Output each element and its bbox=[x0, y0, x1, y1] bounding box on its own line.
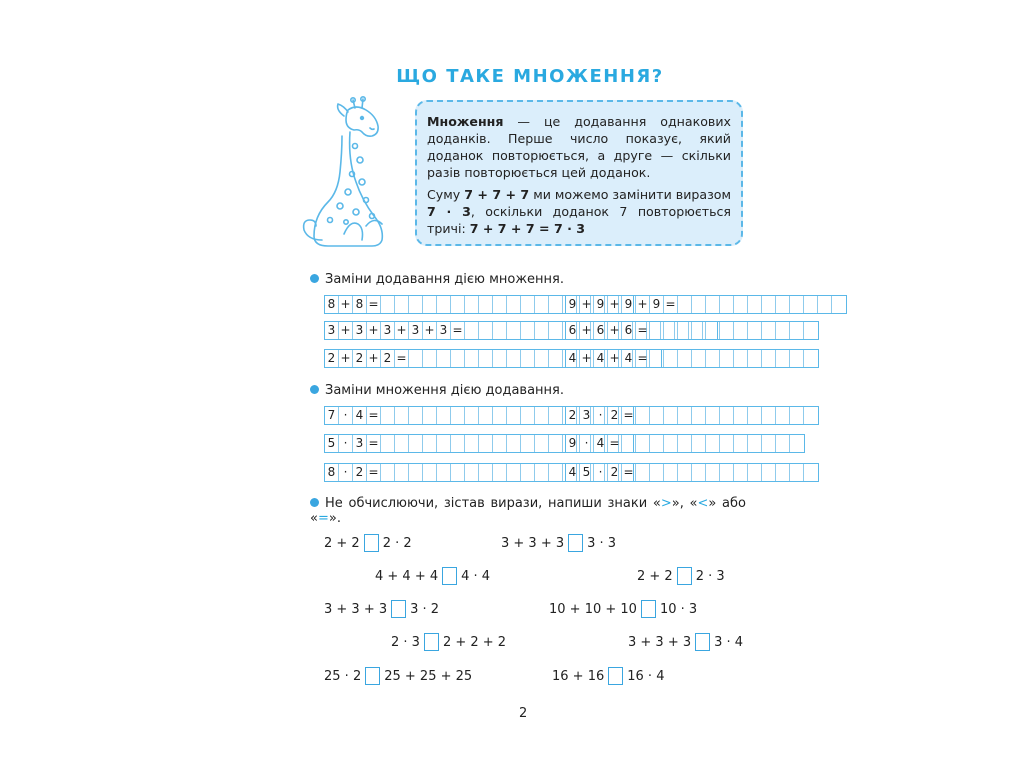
task1-instruction bbox=[310, 272, 564, 287]
grid-cell-filled: 4 bbox=[566, 350, 580, 367]
grid-cell-filled: 3 bbox=[437, 322, 451, 339]
comparison-item bbox=[552, 667, 664, 685]
grid-cell-empty[interactable] bbox=[507, 350, 521, 367]
grid-cell-empty[interactable] bbox=[776, 464, 790, 481]
grid-cell-filled: 4 bbox=[566, 464, 580, 481]
grid-cell-empty[interactable] bbox=[650, 322, 664, 339]
grid-cell-filled: = bbox=[622, 407, 636, 424]
grid-cell-empty[interactable] bbox=[437, 435, 451, 452]
grid-cell-empty[interactable] bbox=[748, 407, 762, 424]
grid-cell-empty[interactable] bbox=[507, 407, 521, 424]
grid-cell-filled: = bbox=[608, 435, 622, 452]
comparison-left: 25 · 2 bbox=[324, 668, 362, 684]
grid-cell-filled: 6 bbox=[622, 322, 636, 339]
comparison-item bbox=[324, 534, 412, 552]
grid-cell-empty[interactable] bbox=[409, 350, 423, 367]
grid-cell-empty[interactable] bbox=[535, 435, 549, 452]
grid-cell-empty[interactable] bbox=[381, 296, 395, 313]
grid-cell-filled: + bbox=[339, 322, 353, 339]
grid-cell-empty[interactable] bbox=[790, 350, 804, 367]
grid-cell-empty[interactable] bbox=[423, 407, 437, 424]
grid-cell-empty[interactable] bbox=[395, 464, 409, 481]
grid-cell-empty[interactable] bbox=[720, 407, 734, 424]
comparison-answer-box[interactable] bbox=[365, 667, 380, 685]
grid-cell-filled: 3 bbox=[409, 322, 423, 339]
grid-cell-empty[interactable] bbox=[776, 296, 790, 313]
grid-cell-empty[interactable] bbox=[437, 407, 451, 424]
grid-cell-empty[interactable] bbox=[762, 464, 776, 481]
grid-cell-filled: · bbox=[594, 407, 608, 424]
grid-cell-empty[interactable] bbox=[664, 350, 678, 367]
grid-cell-filled: 4 bbox=[622, 350, 636, 367]
comparison-answer-box[interactable] bbox=[695, 633, 710, 651]
grid-cell-filled: 7 bbox=[325, 407, 339, 424]
grid-cell-empty[interactable] bbox=[465, 296, 479, 313]
definition-term: Множення bbox=[427, 114, 504, 129]
grid-cell-empty[interactable] bbox=[423, 350, 437, 367]
grid-cell-empty[interactable] bbox=[678, 464, 692, 481]
grid-cell-empty[interactable] bbox=[650, 407, 664, 424]
task3-instruction bbox=[310, 496, 746, 526]
comparison-item bbox=[324, 667, 472, 685]
grid-cell-filled: + bbox=[608, 350, 622, 367]
definition-paragraph-2 bbox=[427, 186, 731, 237]
grid-cell-filled: = bbox=[664, 296, 678, 313]
grid-cell-filled: = bbox=[367, 407, 381, 424]
comparison-left: 2 + 2 bbox=[637, 568, 673, 584]
grid-cell-empty[interactable] bbox=[479, 435, 493, 452]
definition-expression: 7 · 3 bbox=[427, 204, 471, 219]
grid-cell-empty[interactable] bbox=[493, 407, 507, 424]
grid-cell-empty[interactable] bbox=[734, 464, 748, 481]
grid-cell-empty[interactable] bbox=[804, 407, 818, 424]
page-number: 2 bbox=[519, 706, 528, 721]
grid-cell-filled: 8 bbox=[325, 296, 339, 313]
grid-cell-filled: 2 bbox=[608, 464, 622, 481]
grid-cell-empty[interactable] bbox=[748, 296, 762, 313]
sign-lt: < bbox=[697, 496, 709, 511]
grid-cell-empty[interactable] bbox=[706, 350, 720, 367]
grid-cell-empty[interactable] bbox=[507, 435, 521, 452]
grid-cell-empty[interactable] bbox=[409, 435, 423, 452]
grid-cell-empty[interactable] bbox=[664, 322, 678, 339]
grid-cell-empty[interactable] bbox=[535, 322, 549, 339]
grid-cell-empty[interactable] bbox=[692, 407, 706, 424]
grid-cell-empty[interactable] bbox=[479, 407, 493, 424]
grid-cell-empty[interactable] bbox=[479, 322, 493, 339]
grid-cell-empty[interactable] bbox=[451, 350, 465, 367]
grid-cell-empty[interactable] bbox=[521, 322, 535, 339]
task2-instruction-text: Заміни множення дією додавання. bbox=[325, 383, 565, 398]
grid-cell-empty[interactable] bbox=[395, 407, 409, 424]
grid-cell-empty[interactable] bbox=[678, 296, 692, 313]
comparison-item bbox=[628, 633, 743, 651]
grid-cell-empty[interactable] bbox=[521, 350, 535, 367]
grid-cell-empty[interactable] bbox=[804, 296, 818, 313]
grid-cell-empty[interactable] bbox=[804, 350, 818, 367]
sign-eq: = bbox=[317, 511, 329, 526]
grid-cell-empty[interactable] bbox=[636, 407, 650, 424]
grid-cell-empty[interactable] bbox=[678, 407, 692, 424]
answer-grid[interactable] bbox=[565, 406, 819, 425]
grid-cell-empty[interactable] bbox=[692, 322, 706, 339]
grid-cell-empty[interactable] bbox=[706, 296, 720, 313]
comparison-item bbox=[549, 600, 697, 618]
definition-text: ми можемо замінити виразом bbox=[529, 187, 731, 202]
grid-cell-empty[interactable] bbox=[549, 435, 563, 452]
grid-cell-filled: 3 bbox=[325, 322, 339, 339]
grid-cell-empty[interactable] bbox=[479, 464, 493, 481]
grid-cell-empty[interactable] bbox=[734, 350, 748, 367]
grid-cell-empty[interactable] bbox=[776, 350, 790, 367]
grid-cell-empty[interactable] bbox=[720, 322, 734, 339]
comparison-item bbox=[501, 534, 616, 552]
grid-cell-filled: 5 bbox=[580, 464, 594, 481]
grid-cell-empty[interactable] bbox=[650, 464, 664, 481]
comparison-left: 16 + 16 bbox=[552, 668, 605, 684]
definition-box bbox=[415, 100, 743, 246]
task3-instruction-text: Не обчислюючи, зістав вирази, напиши знаки « bbox=[325, 496, 661, 511]
grid-cell-filled: 2 bbox=[566, 407, 580, 424]
grid-cell-empty[interactable] bbox=[409, 407, 423, 424]
grid-cell-empty[interactable] bbox=[720, 296, 734, 313]
bullet-icon bbox=[310, 385, 319, 394]
grid-cell-empty[interactable] bbox=[706, 322, 720, 339]
grid-cell-empty[interactable] bbox=[790, 296, 804, 313]
bullet-icon bbox=[310, 274, 319, 283]
grid-cell-filled: 3 bbox=[580, 407, 594, 424]
grid-cell-empty[interactable] bbox=[493, 296, 507, 313]
grid-cell-empty[interactable] bbox=[535, 296, 549, 313]
grid-cell-empty[interactable] bbox=[678, 350, 692, 367]
grid-cell-filled: 2 bbox=[608, 407, 622, 424]
comparison-right: 25 + 25 + 25 bbox=[384, 668, 473, 684]
grid-cell-filled: 4 bbox=[594, 435, 608, 452]
answer-grid[interactable] bbox=[565, 349, 819, 368]
grid-cell-empty[interactable] bbox=[451, 296, 465, 313]
comparison-item bbox=[391, 633, 506, 651]
comparison-right: 2 + 2 + 2 bbox=[442, 634, 507, 650]
grid-cell-empty[interactable] bbox=[776, 407, 790, 424]
grid-cell-filled: = bbox=[636, 322, 650, 339]
comparison-right: 16 · 4 bbox=[627, 668, 665, 684]
grid-cell-empty[interactable] bbox=[549, 296, 563, 313]
comparison-item bbox=[375, 567, 490, 585]
grid-cell-empty[interactable] bbox=[395, 296, 409, 313]
grid-cell-filled: 9 bbox=[566, 435, 580, 452]
grid-cell-empty[interactable] bbox=[465, 407, 479, 424]
grid-cell-empty[interactable] bbox=[734, 322, 748, 339]
grid-cell-empty[interactable] bbox=[437, 464, 451, 481]
answer-grid[interactable] bbox=[565, 434, 805, 453]
comparison-right: 4 · 4 bbox=[461, 568, 491, 584]
grid-cell-empty[interactable] bbox=[748, 350, 762, 367]
grid-cell-empty[interactable] bbox=[650, 435, 664, 452]
grid-cell-empty[interactable] bbox=[479, 296, 493, 313]
grid-cell-empty[interactable] bbox=[762, 407, 776, 424]
comparison-left: 4 + 4 + 4 bbox=[375, 568, 439, 584]
definition-text: — це додавання однакових доданків. Перше число показує, який доданок повторюється, а друге — скільки разів повторюється цей доданок. bbox=[427, 114, 731, 180]
grid-cell-filled: 3 bbox=[353, 435, 367, 452]
grid-cell-empty[interactable] bbox=[493, 350, 507, 367]
grid-cell-filled: 9 bbox=[566, 296, 580, 313]
grid-cell-filled: = bbox=[367, 435, 381, 452]
comparison-answer-box[interactable] bbox=[608, 667, 623, 685]
grid-cell-empty[interactable] bbox=[451, 464, 465, 481]
grid-cell-empty[interactable] bbox=[437, 350, 451, 367]
grid-cell-filled: = bbox=[367, 296, 381, 313]
grid-cell-filled: = bbox=[636, 350, 650, 367]
comparison-left: 2 + 2 bbox=[324, 535, 360, 551]
comparison-right: 3 · 2 bbox=[410, 601, 440, 617]
grid-cell-empty[interactable] bbox=[720, 464, 734, 481]
grid-cell-empty[interactable] bbox=[762, 350, 776, 367]
grid-cell-empty[interactable] bbox=[507, 464, 521, 481]
grid-cell-empty[interactable] bbox=[748, 322, 762, 339]
grid-cell-empty[interactable] bbox=[790, 464, 804, 481]
grid-cell-filled: 9 bbox=[650, 296, 664, 313]
grid-cell-filled: 6 bbox=[566, 322, 580, 339]
grid-cell-empty[interactable] bbox=[636, 464, 650, 481]
bullet-icon bbox=[310, 498, 319, 507]
grid-cell-filled: = bbox=[395, 350, 409, 367]
grid-cell-empty[interactable] bbox=[549, 464, 563, 481]
grid-cell-empty[interactable] bbox=[818, 296, 832, 313]
grid-cell-empty[interactable] bbox=[465, 464, 479, 481]
grid-cell-empty[interactable] bbox=[762, 296, 776, 313]
grid-cell-empty[interactable] bbox=[678, 435, 692, 452]
comparison-answer-box[interactable] bbox=[391, 600, 406, 618]
grid-cell-empty[interactable] bbox=[664, 464, 678, 481]
comparison-item bbox=[637, 567, 725, 585]
grid-cell-empty[interactable] bbox=[720, 350, 734, 367]
grid-cell-filled: = bbox=[367, 464, 381, 481]
grid-cell-empty[interactable] bbox=[535, 464, 549, 481]
grid-cell-empty[interactable] bbox=[549, 322, 563, 339]
grid-cell-empty[interactable] bbox=[776, 322, 790, 339]
comparison-answer-box[interactable] bbox=[677, 567, 692, 585]
grid-cell-filled: · bbox=[339, 407, 353, 424]
grid-cell-filled: 3 bbox=[381, 322, 395, 339]
grid-cell-empty[interactable] bbox=[493, 435, 507, 452]
grid-cell-filled: · bbox=[339, 464, 353, 481]
grid-cell-empty[interactable] bbox=[790, 407, 804, 424]
grid-cell-filled: + bbox=[580, 296, 594, 313]
grid-cell-empty[interactable] bbox=[734, 296, 748, 313]
grid-cell-empty[interactable] bbox=[692, 464, 706, 481]
grid-cell-empty[interactable] bbox=[521, 296, 535, 313]
grid-cell-empty[interactable] bbox=[535, 350, 549, 367]
comparison-answer-box[interactable] bbox=[364, 534, 379, 552]
comparison-answer-box[interactable] bbox=[424, 633, 439, 651]
grid-cell-empty[interactable] bbox=[437, 296, 451, 313]
grid-cell-filled: = bbox=[622, 464, 636, 481]
grid-cell-empty[interactable] bbox=[409, 296, 423, 313]
grid-cell-empty[interactable] bbox=[650, 350, 664, 367]
grid-cell-filled: 9 bbox=[622, 296, 636, 313]
grid-cell-filled: 2 bbox=[381, 350, 395, 367]
grid-cell-empty[interactable] bbox=[535, 407, 549, 424]
grid-cell-empty[interactable] bbox=[832, 296, 846, 313]
grid-cell-filled: 6 bbox=[594, 322, 608, 339]
comparison-answer-box[interactable] bbox=[641, 600, 656, 618]
grid-cell-empty[interactable] bbox=[507, 296, 521, 313]
grid-cell-filled: + bbox=[367, 350, 381, 367]
grid-cell-empty[interactable] bbox=[678, 322, 692, 339]
grid-cell-filled: + bbox=[636, 296, 650, 313]
grid-cell-empty[interactable] bbox=[706, 407, 720, 424]
comparison-right: 10 · 3 bbox=[659, 601, 698, 617]
grid-cell-filled: + bbox=[395, 322, 409, 339]
grid-cell-empty[interactable] bbox=[465, 322, 479, 339]
grid-cell-empty[interactable] bbox=[493, 322, 507, 339]
grid-cell-empty[interactable] bbox=[423, 296, 437, 313]
grid-cell-filled: · bbox=[594, 464, 608, 481]
grid-cell-filled: + bbox=[580, 350, 594, 367]
comparison-right: 3 · 4 bbox=[714, 634, 744, 650]
grid-cell-empty[interactable] bbox=[381, 435, 395, 452]
grid-cell-filled: 8 bbox=[353, 296, 367, 313]
grid-cell-empty[interactable] bbox=[507, 322, 521, 339]
comparison-right: 3 · 3 bbox=[587, 535, 617, 551]
grid-cell-empty[interactable] bbox=[734, 407, 748, 424]
comparison-right: 2 · 3 bbox=[695, 568, 725, 584]
grid-cell-filled: 9 bbox=[594, 296, 608, 313]
grid-cell-empty[interactable] bbox=[622, 435, 636, 452]
grid-cell-filled: 2 bbox=[353, 350, 367, 367]
comparison-left: 10 + 10 + 10 bbox=[549, 601, 637, 617]
grid-cell-empty[interactable] bbox=[451, 435, 465, 452]
task2-instruction bbox=[310, 383, 564, 398]
grid-cell-empty[interactable] bbox=[395, 435, 409, 452]
grid-cell-empty[interactable] bbox=[479, 350, 493, 367]
grid-cell-filled: · bbox=[339, 435, 353, 452]
grid-cell-empty[interactable] bbox=[762, 322, 776, 339]
comparison-answer-box[interactable] bbox=[568, 534, 583, 552]
grid-cell-empty[interactable] bbox=[409, 464, 423, 481]
grid-cell-empty[interactable] bbox=[423, 435, 437, 452]
grid-cell-filled: + bbox=[580, 322, 594, 339]
grid-cell-empty[interactable] bbox=[664, 407, 678, 424]
comparison-right: 2 · 2 bbox=[382, 535, 412, 551]
grid-cell-empty[interactable] bbox=[664, 435, 678, 452]
task3-instruction-text: », « bbox=[671, 496, 698, 511]
task3-instruction-text: ». bbox=[328, 511, 341, 526]
grid-cell-empty[interactable] bbox=[493, 464, 507, 481]
grid-cell-empty[interactable] bbox=[804, 322, 818, 339]
grid-cell-empty[interactable] bbox=[734, 435, 748, 452]
answer-grid[interactable] bbox=[565, 463, 819, 482]
grid-cell-empty[interactable] bbox=[381, 464, 395, 481]
grid-cell-empty[interactable] bbox=[706, 435, 720, 452]
grid-cell-empty[interactable] bbox=[748, 435, 762, 452]
comparison-left: 3 + 3 + 3 bbox=[501, 535, 565, 551]
grid-cell-filled: + bbox=[339, 350, 353, 367]
definition-text: Суму bbox=[427, 187, 465, 202]
task1-instruction-text: Заміни додавання дією множення. bbox=[325, 272, 565, 287]
grid-cell-filled: 8 bbox=[325, 464, 339, 481]
grid-cell-empty[interactable] bbox=[748, 464, 762, 481]
comparison-left: 2 · 3 bbox=[391, 634, 420, 650]
grid-cell-empty[interactable] bbox=[521, 407, 535, 424]
grid-cell-filled: 2 bbox=[325, 350, 339, 367]
grid-cell-empty[interactable] bbox=[692, 350, 706, 367]
grid-cell-empty[interactable] bbox=[762, 435, 776, 452]
grid-cell-empty[interactable] bbox=[706, 464, 720, 481]
grid-cell-empty[interactable] bbox=[692, 296, 706, 313]
grid-cell-filled: 5 bbox=[325, 435, 339, 452]
grid-cell-empty[interactable] bbox=[549, 350, 563, 367]
grid-cell-empty[interactable] bbox=[521, 464, 535, 481]
grid-cell-empty[interactable] bbox=[804, 464, 818, 481]
comparison-left: 3 + 3 + 3 bbox=[324, 601, 388, 617]
grid-cell-empty[interactable] bbox=[451, 407, 465, 424]
answer-grid[interactable] bbox=[565, 295, 847, 314]
grid-cell-empty[interactable] bbox=[790, 322, 804, 339]
grid-cell-filled: 3 bbox=[353, 322, 367, 339]
grid-cell-filled: 4 bbox=[353, 407, 367, 424]
grid-cell-empty[interactable] bbox=[549, 407, 563, 424]
grid-cell-empty[interactable] bbox=[521, 435, 535, 452]
grid-cell-empty[interactable] bbox=[423, 464, 437, 481]
grid-cell-filled: + bbox=[608, 296, 622, 313]
answer-grid[interactable] bbox=[565, 321, 819, 340]
definition-text: , оскільки доданок 7 повторюється тричі: bbox=[427, 204, 731, 236]
grid-cell-filled: + bbox=[367, 322, 381, 339]
comparison-left: 3 + 3 + 3 bbox=[628, 634, 692, 650]
task3-instruction-text: » або « bbox=[310, 496, 746, 526]
grid-cell-empty[interactable] bbox=[776, 435, 790, 452]
grid-cell-empty[interactable] bbox=[465, 350, 479, 367]
grid-cell-filled: 2 bbox=[353, 464, 367, 481]
comparison-answer-box[interactable] bbox=[442, 567, 457, 585]
grid-cell-filled: = bbox=[451, 322, 465, 339]
grid-cell-empty[interactable] bbox=[636, 435, 650, 452]
definition-expression: 7 + 7 + 7 bbox=[464, 187, 530, 202]
grid-cell-filled: + bbox=[608, 322, 622, 339]
grid-cell-empty[interactable] bbox=[381, 407, 395, 424]
grid-cell-empty[interactable] bbox=[465, 435, 479, 452]
definition-equation: 7 + 7 + 7 = 7 · 3 bbox=[469, 221, 586, 236]
grid-cell-empty[interactable] bbox=[692, 435, 706, 452]
definition-paragraph-1 bbox=[427, 113, 731, 181]
giraffe-icon bbox=[300, 96, 412, 248]
grid-cell-filled: 4 bbox=[594, 350, 608, 367]
grid-cell-empty[interactable] bbox=[790, 435, 804, 452]
grid-cell-empty[interactable] bbox=[720, 435, 734, 452]
page-title: ЩО ТАКЕ МНОЖЕННЯ? bbox=[396, 66, 664, 87]
grid-cell-filled: + bbox=[339, 296, 353, 313]
grid-cell-filled: + bbox=[423, 322, 437, 339]
grid-cell-filled: · bbox=[580, 435, 594, 452]
sign-gt: > bbox=[660, 496, 672, 511]
comparison-item bbox=[324, 600, 439, 618]
